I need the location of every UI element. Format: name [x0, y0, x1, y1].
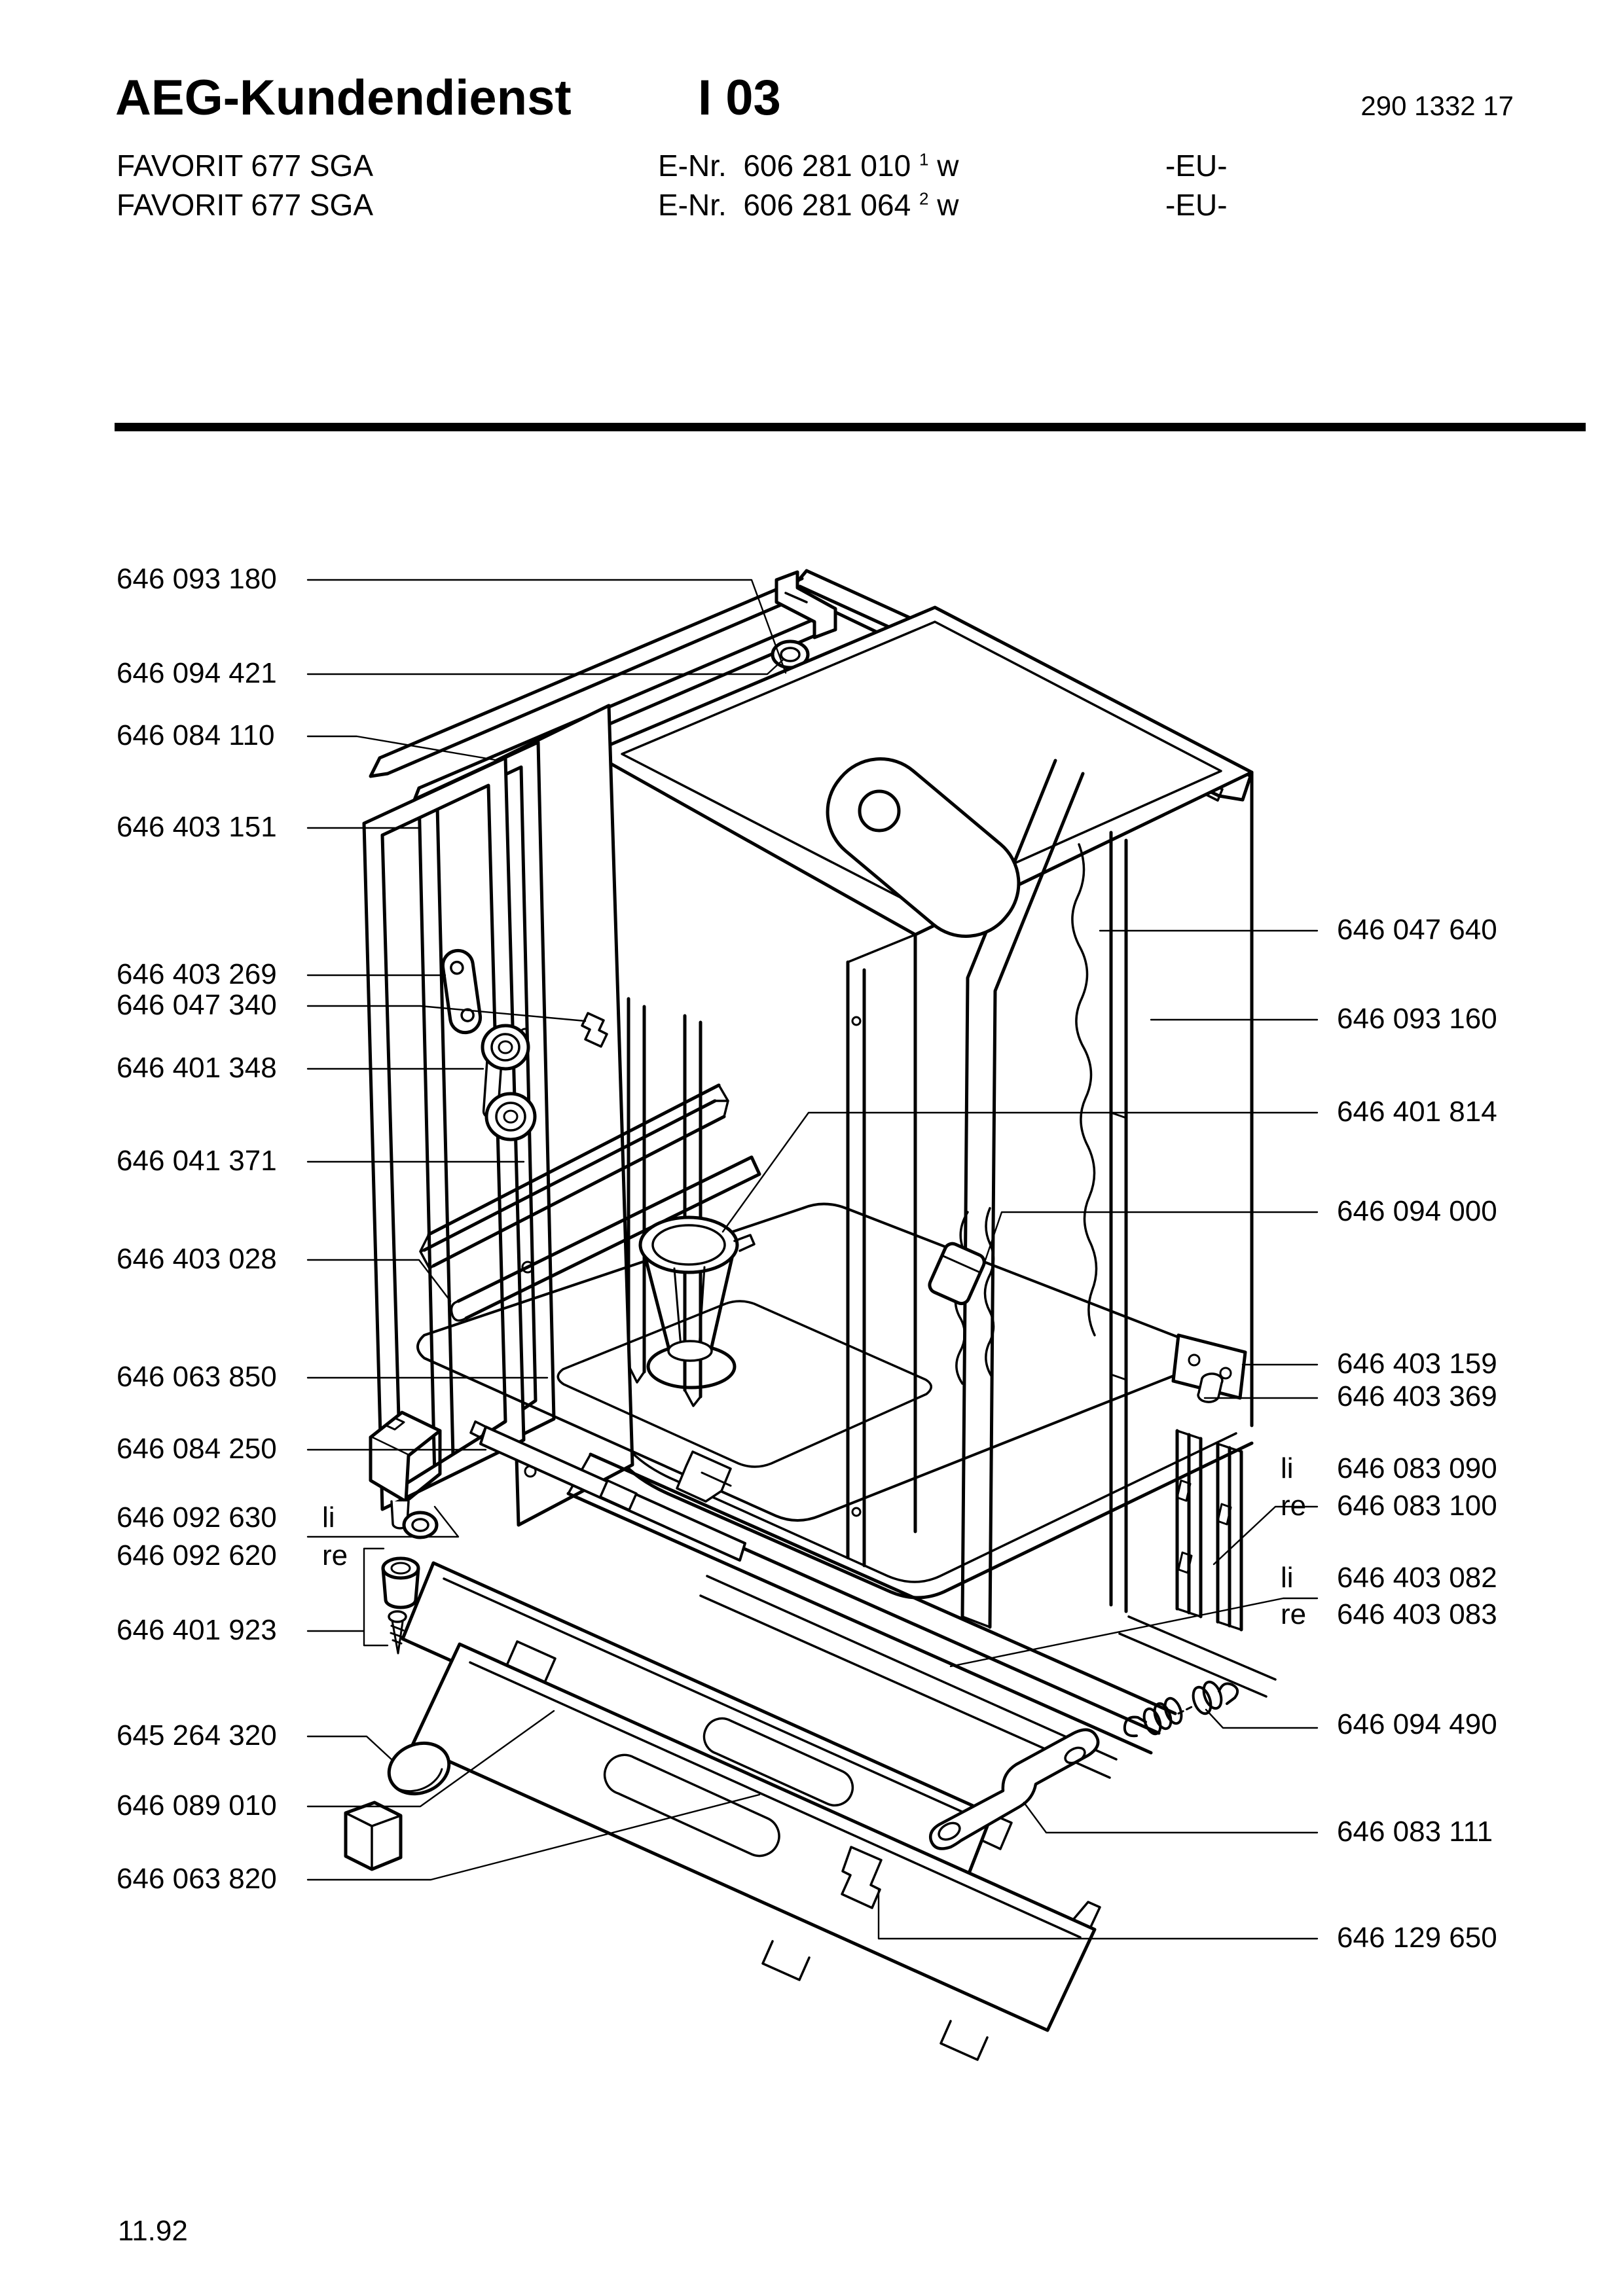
enr-suffix: w [937, 188, 959, 222]
filter-funnel [640, 1217, 754, 1388]
part-number-label: 646 089 010 [117, 1789, 277, 1821]
part-number-label: 646 084 250 [117, 1433, 277, 1465]
part-number-label: 646 063 820 [117, 1863, 277, 1895]
oval-hinge-plate [441, 948, 482, 1034]
model-region-2: -EU- [1165, 188, 1228, 222]
part-number-label: 646 093 160 [1337, 1003, 1497, 1035]
enr-number: 606 281 064 [743, 188, 911, 222]
part-number-label: 646 401 814 [1337, 1096, 1497, 1128]
corner-plate [1173, 1335, 1245, 1402]
door-hinge-lever [930, 1730, 1098, 1849]
part-number-label: 646 403 269 [117, 958, 277, 990]
enr-suffix: w [937, 149, 959, 183]
enr-sup: 1 [919, 149, 929, 170]
part-number-label: 646 092 620 [117, 1539, 277, 1571]
enr-label: E-Nr. [658, 149, 727, 183]
screw [389, 1611, 406, 1653]
issue-date: 11.92 [118, 2215, 188, 2247]
overflow-tube [927, 1241, 987, 1306]
part-number-label: 646 063 850 [117, 1361, 277, 1393]
enr-sup: 2 [919, 188, 929, 209]
model-name-1: FAVORIT 677 SGA [117, 149, 374, 183]
enr-label: E-Nr. [658, 188, 727, 222]
position-note: re [1281, 1598, 1307, 1630]
part-number-label: 646 047 340 [117, 989, 277, 1021]
part-number-label: 646 401 923 [117, 1614, 277, 1646]
brand-title: AEG-Kundendienst [115, 70, 572, 126]
position-note: li [1281, 1562, 1294, 1594]
tub-body [591, 607, 1252, 1598]
bushing-cup [383, 1558, 418, 1607]
model-name-2: FAVORIT 677 SGA [117, 188, 374, 222]
part-number-label: 646 094 490 [1337, 1708, 1497, 1740]
part-number-label: 646 093 180 [117, 563, 277, 595]
part-number-label: 646 083 111 [1337, 1816, 1493, 1848]
door-spring [1125, 1679, 1237, 1736]
position-note: li [1281, 1452, 1294, 1484]
document-number: 290 1332 17 [1360, 90, 1514, 121]
cap-ring [404, 1513, 437, 1537]
enr-number: 606 281 010 [743, 149, 911, 183]
part-number-label: 645 264 320 [117, 1719, 277, 1751]
part-number-label: 646 092 630 [117, 1501, 277, 1534]
part-number-label: 646 403 083 [1337, 1598, 1497, 1630]
height-adjust-rails [1177, 1431, 1241, 1630]
top-mounting-bracket [776, 572, 835, 637]
part-number-label: 646 129 650 [1337, 1922, 1497, 1954]
part-number-label: 646 084 110 [117, 719, 275, 751]
section-code: I 03 [698, 70, 781, 126]
part-number-label: 646 403 082 [1337, 1562, 1497, 1594]
part-number-label: 646 083 090 [1337, 1452, 1497, 1484]
part-number-label: 646 403 159 [1337, 1348, 1497, 1380]
position-note: re [1281, 1490, 1307, 1522]
part-number-label: 646 403 028 [117, 1243, 277, 1275]
position-note: re [322, 1539, 348, 1571]
part-number-label: 646 094 000 [1337, 1195, 1497, 1227]
part-number-label: 646 047 640 [1337, 914, 1497, 946]
part-number-label: 646 083 100 [1337, 1490, 1497, 1522]
part-number-label: 646 041 371 [117, 1145, 277, 1177]
part-number-label: 646 401 348 [117, 1052, 277, 1084]
model-region-1: -EU- [1165, 149, 1228, 183]
part-number-label: 646 403 151 [117, 811, 277, 843]
position-note: li [322, 1501, 335, 1534]
part-number-label: 646 094 421 [117, 657, 277, 689]
part-number-label: 646 403 369 [1337, 1380, 1497, 1412]
base-bracket [677, 1452, 731, 1501]
small-box [346, 1803, 401, 1869]
